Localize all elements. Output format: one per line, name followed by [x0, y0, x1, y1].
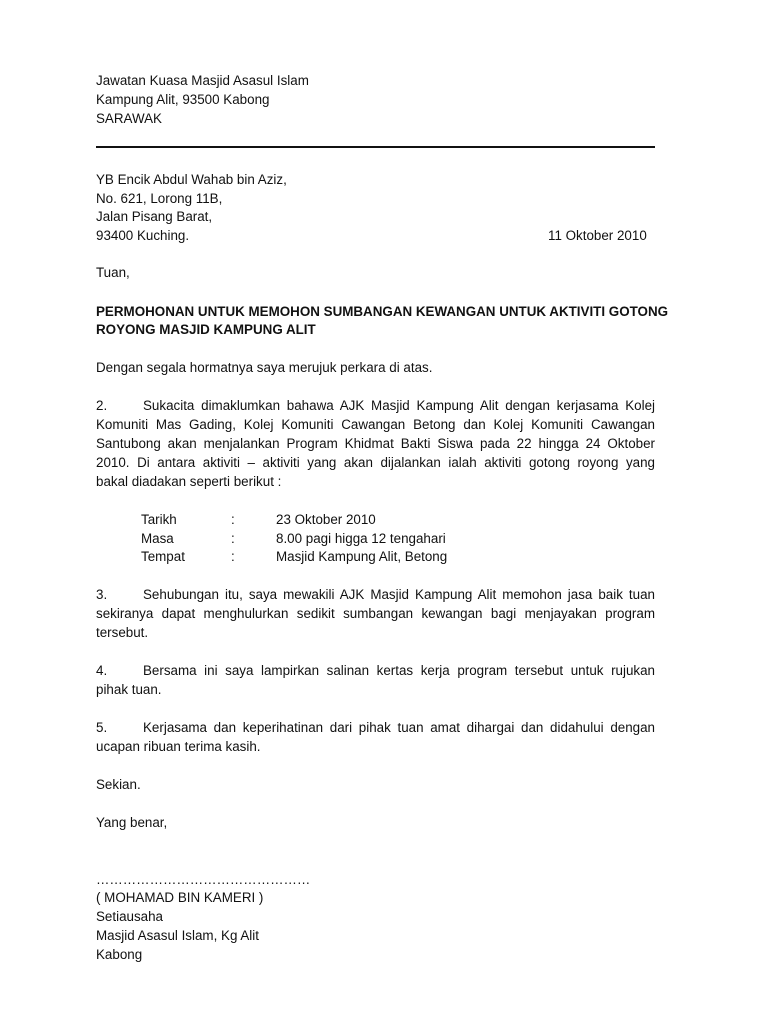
paragraph-4: [96, 661, 655, 699]
signatory-organisation: Masjid Asasul Islam, Kg Alit: [96, 928, 259, 943]
recipient-line-1: YB Encik Abdul Wahab bin Aziz,: [96, 172, 287, 187]
detail-separator: :: [231, 512, 235, 527]
paragraph-text: ucapan ribuan terima kasih.: [96, 739, 261, 754]
paragraph-number: 4.: [96, 663, 108, 678]
closing-yang-benar: Yang benar,: [96, 815, 168, 830]
detail-row-date: [141, 510, 376, 529]
paragraph-number: 5.: [96, 720, 108, 735]
paragraph-text: Komuniti Mas Gading, Kolej Komuniti Cawangan Betong dan Kolej Komuniti Cawangan: [96, 417, 655, 432]
paragraph-5: [96, 718, 655, 756]
sender-line-2: Kampung Alit, 93500 Kabong: [96, 92, 270, 107]
paragraph-text: Sukacita dimaklumkan bahawa AJK Masjid Kampung Alit dengan kerjasama Kolej: [143, 398, 655, 413]
paragraph-text: sekiranya dapat menghulurkan sedikit sumbangan kewangan bagi menjayakan program: [96, 606, 655, 621]
detail-value: Masjid Kampung Alit, Betong: [276, 549, 448, 564]
closing-sekian: Sekian.: [96, 777, 141, 792]
paragraph-text: Kerjasama dan keperihatinan dari pihak tuan amat dihargai dan didahului dengan: [143, 720, 655, 735]
detail-row-place: [141, 547, 447, 566]
recipient-line-2: No. 621, Lorong 11B,: [96, 191, 223, 206]
paragraph-text: bakal diadakan seperti berikut :: [96, 474, 282, 489]
signatory-title: Setiausaha: [96, 909, 164, 924]
signature-line: …………………………………………: [96, 872, 311, 887]
header-divider: [96, 146, 655, 148]
opening-sentence: Dengan segala hormatnya saya merujuk perkara di atas.: [96, 360, 433, 375]
signatory-place: Kabong: [96, 947, 143, 962]
paragraph-text: Sehubungan itu, saya mewakili AJK Masjid Kampung Alit memohon jasa baik tuan: [143, 587, 655, 602]
sender-line-3: SARAWAK: [96, 111, 162, 126]
recipient-line-3: Jalan Pisang Barat,: [96, 209, 213, 224]
detail-separator: :: [231, 549, 235, 564]
recipient-line-4: 93400 Kuching.: [96, 228, 190, 243]
subject-line-1: PERMOHONAN UNTUK MEMOHON SUMBANGAN KEWANGAN UNTUK AKTIVITI GOTONG: [96, 304, 669, 319]
signatory-name: ( MOHAMAD BIN KAMERI ): [96, 890, 264, 905]
detail-label: Masa: [141, 531, 174, 546]
letter-date: 11 Oktober 2010: [548, 228, 647, 243]
paragraph-text: tersebut.: [96, 625, 149, 640]
detail-label: Tarikh: [141, 512, 177, 527]
paragraph-2: [96, 396, 655, 491]
detail-value: 8.00 pagi higga 12 tengahari: [276, 531, 446, 546]
detail-separator: :: [231, 531, 235, 546]
paragraph-text: Bersama ini saya lampirkan salinan kertas kerja program tersebut untuk rujukan: [143, 663, 655, 678]
paragraph-number: 3.: [96, 587, 108, 602]
detail-value: 23 Oktober 2010: [276, 512, 376, 527]
salutation: Tuan,: [96, 265, 130, 280]
sender-line-1: Jawatan Kuasa Masjid Asasul Islam: [96, 73, 309, 88]
detail-label: Tempat: [141, 549, 185, 564]
paragraph-text: Santubong akan menjalankan Program Khidmat Bakti Siswa pada 22 hingga 24 Oktober: [96, 436, 655, 451]
paragraph-number: 2.: [96, 398, 108, 413]
paragraph-3: [96, 585, 655, 642]
paragraph-text: pihak tuan.: [96, 682, 162, 697]
paragraph-text: 2010. Di antara aktiviti – aktiviti yang akan dijalankan ialah aktiviti gotong royong yang: [96, 455, 655, 470]
subject-line-2: ROYONG MASJID KAMPUNG ALIT: [96, 322, 316, 337]
detail-row-time: [141, 529, 446, 548]
